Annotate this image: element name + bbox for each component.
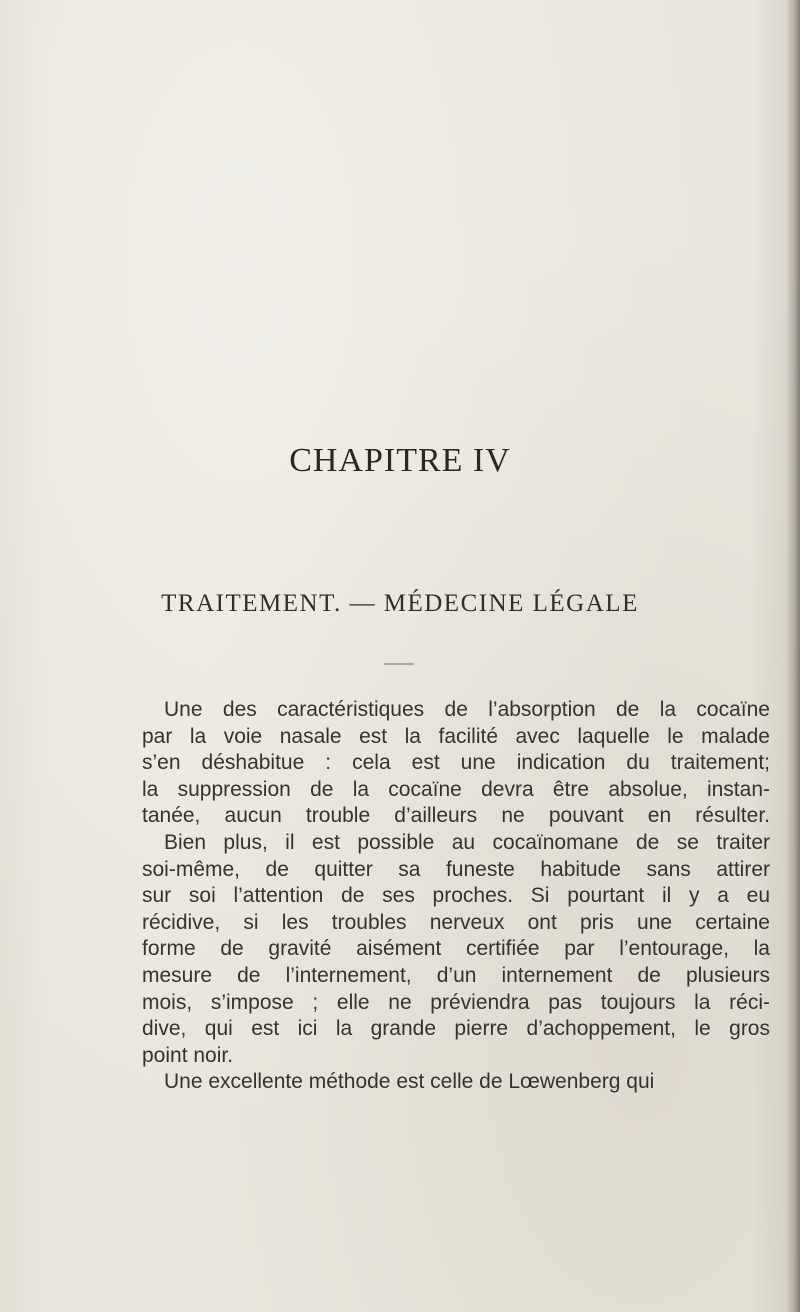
- text-line: point noir.: [142, 1043, 234, 1067]
- text-line: mois, s’impose ; elle ne préviendra pas toujours la réci-: [142, 990, 770, 1014]
- text-line: dive, qui est ici la grande pierre d’achoppement, le gros: [142, 1017, 770, 1041]
- text-line: forme de gravité aisément certifiée par l’entourage, la: [142, 937, 770, 961]
- text-line: récidive, si les troubles nerveux ont pris une certaine: [142, 910, 770, 934]
- chapter-heading: CHAPITRE IV: [289, 442, 511, 479]
- text-line: par la voie nasale est la facilité avec laquelle le malade: [142, 724, 770, 748]
- text-line: soi-même, de quitter sa funeste habitude sans attirer: [142, 857, 770, 881]
- text-line: mesure de l’internement, d’un internement de plusieurs: [142, 963, 770, 987]
- text-line: Une des caractéristiques de l’absorption de la cocaïne: [164, 698, 770, 721]
- text-line: sur soi l’attention de ses proches. Si pourtant il y a eu: [142, 884, 770, 908]
- title-ornament: [384, 663, 414, 665]
- text-line: s’en déshabitue : cela est une indication du traitement;: [142, 751, 770, 775]
- page-edge-shadow: [786, 0, 800, 1312]
- text-line: Bien plus, il est possible au cocaïnomane de se traiter: [164, 830, 770, 854]
- chapter-body-text: [142, 697, 770, 1096]
- text-line: la suppression de la cocaïne devra être absolue, instan-: [142, 777, 770, 801]
- text-line: Une excellente méthode est celle de Lœwenberg qui: [164, 1070, 655, 1094]
- text-line: tanée, aucun trouble d’ailleurs ne pouvant en résulter.: [142, 804, 770, 828]
- chapter-title: TRAITEMENT. — MÉDECINE LÉGALE: [161, 590, 639, 617]
